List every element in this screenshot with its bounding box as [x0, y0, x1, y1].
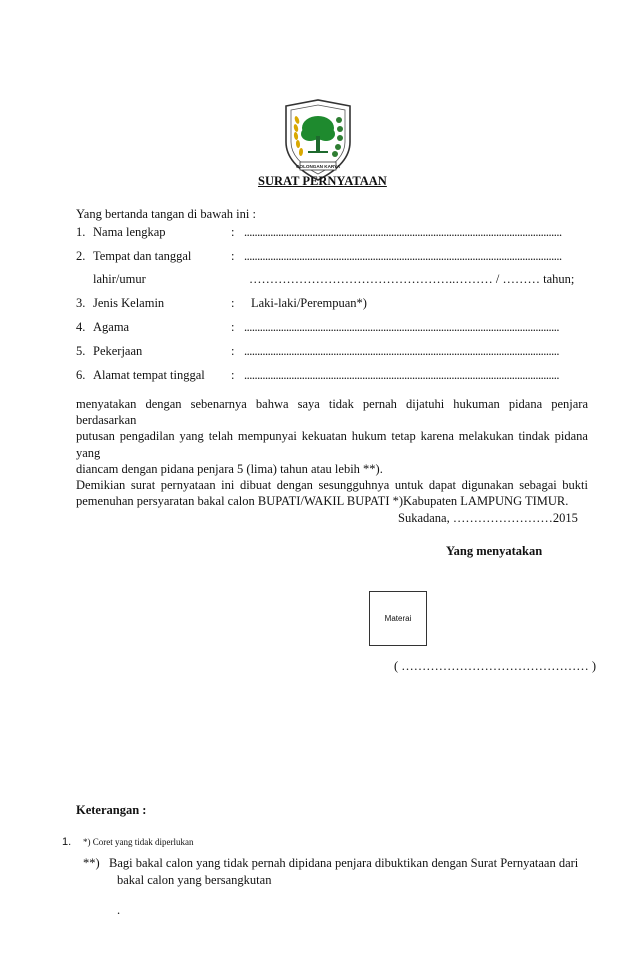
- intro-text: Yang bertanda tangan di bawah ini :: [76, 207, 256, 221]
- statement-line: Demikian surat pernyataan ini dibuat dengan sesungguhnya untuk dapat digunakan sebagai bukti: [76, 478, 588, 493]
- note-number: 1.: [62, 836, 72, 848]
- field-colon: :: [231, 249, 235, 263]
- field-colon: :: [231, 368, 235, 382]
- field-label: Tempat dan tanggal: [93, 249, 192, 263]
- field-label: lahir/umur: [93, 272, 146, 286]
- statement-line: pemenuhan persyaratan bakal calon BUPATI/WAKIL BUPATI *)Kabupaten LAMPUNG TIMUR.: [76, 494, 569, 509]
- field-number: 4.: [76, 320, 86, 334]
- occupation-fill-line[interactable]: ........................................................................................................................: [244, 344, 559, 358]
- field-number: 6.: [76, 368, 86, 382]
- field-number: 1.: [76, 225, 86, 239]
- signature-name-line[interactable]: ( ……………………………………… ): [394, 659, 597, 673]
- field-colon: :: [231, 296, 235, 310]
- statement-paragraph: [76, 396, 588, 509]
- field-number: 5.: [76, 344, 86, 358]
- document-title: SURAT PERNYATAAN: [258, 174, 387, 188]
- logo-banner-text: GOLONGAN KARYA: [295, 164, 341, 169]
- field-label: Alamat tempat tinggal: [93, 368, 205, 382]
- note-two-line: Bagi bakal calon yang tidak pernah dipidana penjara dibuktikan dengan Surat Pernyataan dari: [109, 856, 579, 870]
- field-number: 2.: [76, 249, 86, 263]
- gender-value: Laki-laki/Perempuan*): [251, 296, 367, 310]
- statement-line: diancam dengan pidana penjara 5 (lima) tahun atau lebih **).: [76, 461, 383, 476]
- birth-fill-line[interactable]: .........................................................................................................................: [244, 249, 562, 263]
- golkar-emblem-icon: [282, 98, 354, 182]
- field-colon: :: [231, 320, 235, 334]
- name-fill-line[interactable]: .........................................................................................................................: [244, 225, 562, 239]
- note-two-mark: **): [83, 856, 100, 870]
- declarant-label: Yang menyatakan: [446, 544, 543, 558]
- statement-line: putusan pengadilan yang telah mempunyai kekuatan hukum tetap karena melakukan tindak pidana yang: [76, 429, 588, 460]
- place-date: Sukadana, ……………………2015: [398, 511, 578, 525]
- materai-stamp-box: Materai: [369, 591, 427, 646]
- field-number: 3.: [76, 296, 86, 310]
- notes-heading: Keterangan :: [76, 803, 147, 817]
- religion-fill-line[interactable]: ........................................................................................................................: [244, 320, 559, 334]
- note-one: *) Coret yang tidak diperlukan: [83, 837, 194, 847]
- note-two-line: bakal calon yang bersangkutan: [117, 873, 272, 887]
- golkar-logo: [282, 98, 354, 182]
- statement-line: menyatakan dengan sebenarnya bahwa saya tidak pernah dijatuhi hukuman pidana penjara berdasarkan: [76, 397, 588, 428]
- field-label: Pekerjaan: [93, 344, 143, 358]
- address-fill-line[interactable]: ........................................................................................................................: [244, 368, 559, 382]
- field-colon: :: [231, 344, 235, 358]
- trailing-dot: .: [117, 903, 121, 917]
- age-fill-line[interactable]: …………………………………………..……… / ……… tahun;: [249, 272, 575, 286]
- field-colon: :: [231, 225, 235, 239]
- field-label: Agama: [93, 320, 130, 334]
- field-label: Nama lengkap: [93, 225, 166, 239]
- field-label: Jenis Kelamin: [93, 296, 165, 310]
